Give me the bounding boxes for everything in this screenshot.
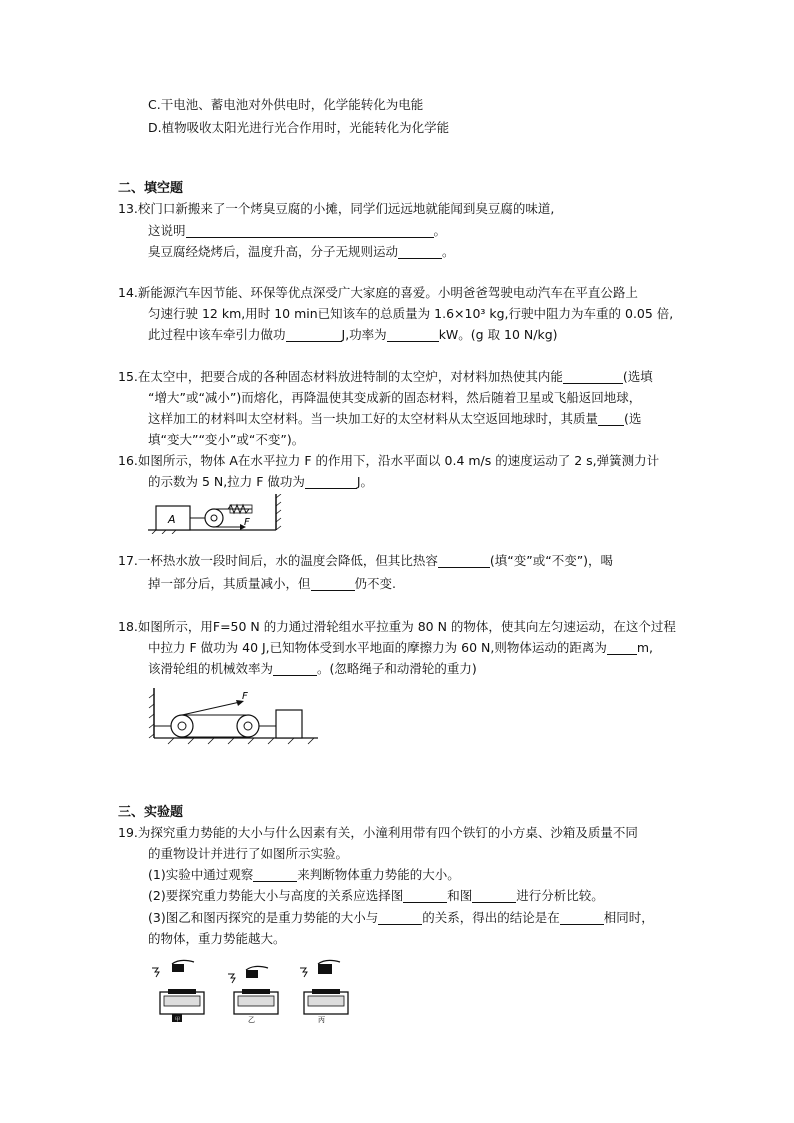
q13-line-3: 臭豆腐经烧烤后，温度升高，分子无规则运动 。 [148, 244, 455, 259]
q18-blank-distance[interactable] [607, 640, 637, 655]
q14-blank-power[interactable] [387, 327, 439, 342]
q12-option-c: C.干电池、蓄电池对外供电时，化学能转化为电能 [148, 97, 424, 112]
q15-line-4: 填“变大”“变小”或“不变”)。 [148, 432, 305, 447]
q12-option-d: D.植物吸收太阳光进行光合作用时，光能转化为化学能 [148, 120, 450, 135]
q19-blank-condition[interactable] [560, 910, 604, 925]
q13-line-2: 这说明 。 [148, 223, 447, 238]
q19-sub-3: (3)图乙和图丙探究的是重力势能的大小与 的关系，得出的结论是在 相同时， [148, 910, 654, 925]
q18-blank-efficiency[interactable] [273, 661, 317, 676]
section-title-experiment: 三、实验题 [118, 805, 184, 820]
q17-line-2: 掉一部分后，其质量减小，但 仍不变. [148, 576, 396, 591]
q19-sub-1: (1)实验中通过观察 来判断物体重力势能的大小。 [148, 867, 460, 882]
q19-sub-3-cont: 的物体，重力势能越大。 [148, 931, 286, 946]
q19-label-jia: 甲 [175, 1017, 181, 1023]
q19-setup-bing [300, 960, 348, 1024]
q19-blank-factor[interactable] [378, 910, 422, 925]
q15-line-3: 这样加工的材料叫太空材料。当一块加工好的太空材料从太空返回地球时，其质量 (选 [148, 411, 642, 426]
q13-blank-2[interactable] [398, 244, 442, 259]
q18-line-1: 18.如图所示，用F=50 N 的力通过滑轮组水平拉重为 80 N 的物体，使其向左匀速运动，在这个过程 [118, 619, 676, 634]
q18-figure-pulley-system [148, 688, 320, 748]
q15-blank-1[interactable] [563, 369, 623, 384]
q19-blank-observe[interactable] [253, 867, 297, 882]
q15-line-1: 15.在太空中，把要合成的各种固态材料放进特制的太空炉，对材料加热使其内能 (选填 [118, 369, 653, 384]
q19-setup-jia [152, 960, 204, 1023]
q19-blank-figure-2[interactable] [472, 888, 516, 903]
q17-blank-1[interactable] [438, 553, 490, 568]
q19-line-1: 19.为探究重力势能的大小与什么因素有关，小潼利用带有四个铁钉的小方桌、沙箱及质量不同 [118, 825, 638, 840]
q18-line-3: 该滑轮组的机械效率为 。(忽略绳子和动滑轮的重力) [148, 661, 477, 676]
q15-line-2: “增大”或“减小”)而熔化，再降温使其变成新的固态材料，然后随着卫星或飞船返回地球， [148, 390, 642, 405]
q19-label-bing: 丙 [318, 1016, 325, 1024]
q14-line-3: 此过程中该车牵引力做功 J,功率为 kW。(g 取 10 N/kg) [148, 327, 558, 342]
q16-pulley [205, 509, 223, 527]
q16-block-label: A [168, 513, 176, 526]
section-title-fill-in: 二、填空题 [118, 181, 184, 196]
q13-line-1: 13.校门口新搬来了一个烤臭豆腐的小摊，同学们远远地就能闻到臭豆腐的味道, [118, 201, 555, 216]
q19-line-2: 的重物设计并进行了如图所示实验。 [148, 846, 349, 861]
q19-sub-2: (2)要探究重力势能大小与高度的关系应选择图 和图 进行分析比较。 [148, 888, 604, 903]
q18-force-label: F [242, 691, 248, 702]
q17-blank-2[interactable] [311, 576, 355, 591]
q16-figure-pulley-spring [148, 494, 288, 534]
q14-line-2: 匀速行驶 12 km,用时 10 min已知该车的总质量为 1.6×10³ kg,行驶中阻力为车重的 0.05 倍, [148, 306, 674, 321]
q16-line-1: 16.如图所示，物体 A在水平拉力 F 的作用下，沿水平面以 0.4 m/s 的速度运动了 2 s,弹簧测力计 [118, 453, 660, 468]
q18-moving-pulley [237, 715, 259, 737]
q19-blank-figure-1[interactable] [403, 888, 447, 903]
q14-blank-work[interactable] [286, 327, 342, 342]
q16-line-2: 的示数为 5 N,拉力 F 做功为 J。 [148, 474, 374, 489]
q16-force-label: F [244, 517, 250, 528]
q16-blank-1[interactable] [305, 474, 357, 489]
q17-line-1: 17.一杯热水放一段时间后，水的温度会降低，但其比热容 (填“变”或“不变”)，喝 [118, 553, 614, 568]
q18-fixed-pulley [171, 715, 193, 737]
q18-object-block [276, 710, 302, 738]
q15-blank-2[interactable] [598, 411, 624, 426]
q13-blank-1[interactable] [186, 223, 434, 238]
q19-setup-yi [228, 966, 278, 1024]
q19-figure-sandbox-experiments [148, 956, 358, 1028]
q14-line-1: 14.新能源汽车因节能、环保等优点深受广大家庭的喜爱。小明爸爸驾驶电动汽车在平直公路上 [118, 285, 638, 300]
q18-line-2: 中拉力 F 做功为 40 J,已知物体受到水平地面的摩擦力为 60 N,则物体运动的距离为 m, [148, 640, 653, 655]
q19-label-yi: 乙 [248, 1016, 255, 1024]
